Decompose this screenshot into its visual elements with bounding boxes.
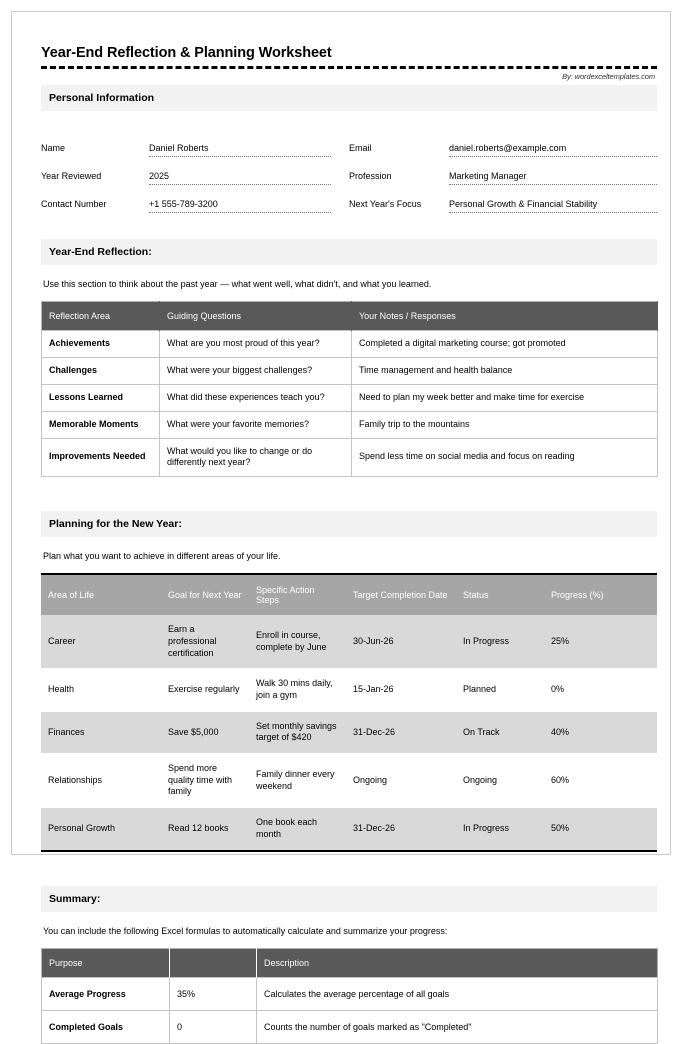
- cell-goal[interactable]: Save $5,000: [161, 711, 249, 753]
- cell-action-steps[interactable]: One book each month: [249, 808, 346, 851]
- cell-action-steps[interactable]: Walk 30 mins daily, join a gym: [249, 669, 346, 711]
- cell-description: Calculates the average percentage of all goals: [257, 977, 658, 1010]
- cell-notes[interactable]: Family trip to the mountains: [352, 411, 658, 438]
- cell-target-date[interactable]: Ongoing: [346, 754, 456, 808]
- cell-notes[interactable]: Spend less time on social media and focus on reading: [352, 438, 658, 477]
- personal-info-left-column: [41, 129, 349, 213]
- column-header-your-notes: Your Notes / Responses: [352, 302, 658, 331]
- cell-value[interactable]: 35%: [170, 977, 257, 1010]
- cell-action-steps[interactable]: Enroll in course, complete by June: [249, 615, 346, 669]
- personal-info-right-column: [349, 129, 657, 213]
- cell-notes[interactable]: Completed a digital marketing course; got promoted: [352, 331, 658, 358]
- table-row: [42, 411, 658, 438]
- cell-action-steps[interactable]: Set monthly savings target of $420: [249, 711, 346, 753]
- field-row-year-reviewed: [41, 157, 349, 185]
- cell-description: Counts the number of goals marked as "Completed": [257, 1010, 658, 1043]
- field-value-contact-number[interactable]: +1 555-789-3200: [149, 199, 331, 213]
- cell-status[interactable]: Planned: [456, 669, 544, 711]
- table-header-row: [42, 302, 658, 331]
- field-label-profession: Profession: [349, 171, 392, 181]
- table-row: [42, 331, 658, 358]
- column-header-description: Description: [257, 948, 658, 977]
- cell-area-of-life: Personal Growth: [41, 808, 161, 851]
- column-header-value: [170, 948, 257, 977]
- column-header-purpose: Purpose: [42, 948, 170, 977]
- field-label-name: Name: [41, 143, 66, 153]
- section-header-summary: Summary:: [41, 886, 657, 912]
- cell-area-of-life: Health: [41, 669, 161, 711]
- field-label-email: Email: [349, 143, 372, 153]
- table-row: [41, 711, 657, 753]
- cell-reflection-area: Memorable Moments: [42, 411, 160, 438]
- cell-status[interactable]: Ongoing: [456, 754, 544, 808]
- field-label-year-reviewed: Year Reviewed: [41, 171, 102, 181]
- field-value-email[interactable]: daniel.roberts@example.com: [449, 143, 657, 157]
- cell-action-steps[interactable]: Family dinner every weekend: [249, 754, 346, 808]
- cell-progress[interactable]: 60%: [544, 754, 657, 808]
- summary-table: [41, 948, 658, 1044]
- reflection-intro-text: Use this section to think about the past year — what went well, what didn't, and what you learned.: [43, 279, 432, 289]
- cell-target-date[interactable]: 15-Jan-26: [346, 669, 456, 711]
- field-row-contact-number: [41, 185, 349, 213]
- field-value-year-reviewed[interactable]: 2025: [149, 171, 331, 185]
- cell-progress[interactable]: 50%: [544, 808, 657, 851]
- cell-goal[interactable]: Read 12 books: [161, 808, 249, 851]
- column-header-guiding-questions: Guiding Questions: [160, 302, 352, 331]
- field-label-next-years-focus: Next Year's Focus: [349, 199, 422, 209]
- cell-purpose: Average Progress: [42, 977, 170, 1010]
- cell-guiding-question: What are you most proud of this year?: [160, 331, 352, 358]
- column-header-area-of-life: Area of Life: [41, 574, 161, 615]
- cell-reflection-area: Lessons Learned: [42, 384, 160, 411]
- cell-notes[interactable]: Time management and health balance: [352, 357, 658, 384]
- cell-area-of-life: Career: [41, 615, 161, 669]
- cell-goal[interactable]: Spend more quality time with family: [161, 754, 249, 808]
- cell-progress[interactable]: 25%: [544, 615, 657, 669]
- cell-guiding-question: What were your favorite memories?: [160, 411, 352, 438]
- cell-notes[interactable]: Need to plan my week better and make time for exercise: [352, 384, 658, 411]
- field-value-next-years-focus[interactable]: Personal Growth & Financial Stability: [449, 199, 657, 213]
- table-row: [41, 808, 657, 851]
- field-value-name[interactable]: Daniel Roberts: [149, 143, 331, 157]
- field-row-next-years-focus: [349, 185, 657, 213]
- table-row: [41, 615, 657, 669]
- section-header-year-end-reflection: Year-End Reflection:: [41, 239, 657, 265]
- cell-reflection-area: Achievements: [42, 331, 160, 358]
- column-header-reflection-area: Reflection Area: [42, 302, 160, 331]
- field-row-email: [349, 129, 657, 157]
- worksheet-page: [11, 11, 671, 1032]
- planning-intro-text: Plan what you want to achieve in different areas of your life.: [43, 551, 281, 562]
- section-header-personal-information: Personal Information: [41, 85, 657, 111]
- summary-intro-text: You can include the following Excel formulas to automatically calculate and summarize your progress:: [43, 925, 448, 936]
- table-row: [42, 977, 658, 1010]
- table-row: [41, 754, 657, 808]
- column-header-status: Status: [456, 574, 544, 615]
- page-content: [41, 45, 657, 1044]
- cell-guiding-question: What would you like to change or do differently next year?: [160, 438, 352, 477]
- cell-target-date[interactable]: 31-Dec-26: [346, 711, 456, 753]
- cell-target-date[interactable]: 31-Dec-26: [346, 808, 456, 851]
- cell-value[interactable]: 0: [170, 1010, 257, 1043]
- column-header-action-steps: Specific Action Steps: [249, 574, 346, 615]
- table-header-row: [41, 574, 657, 615]
- cell-reflection-area: Improvements Needed: [42, 438, 160, 477]
- column-header-goal: Goal for Next Year: [161, 574, 249, 615]
- cell-goal[interactable]: Earn a professional certification: [161, 615, 249, 669]
- table-row: [42, 1010, 658, 1043]
- field-value-profession[interactable]: Marketing Manager: [449, 171, 657, 185]
- table-header-row: [42, 948, 658, 977]
- column-header-progress: Progress (%): [544, 574, 657, 615]
- attribution-text: By: wordexceltemplates.com: [562, 72, 655, 81]
- section-header-planning: Planning for the New Year:: [41, 511, 657, 537]
- cell-area-of-life: Relationships: [41, 754, 161, 808]
- field-label-contact-number: Contact Number: [41, 199, 107, 209]
- column-header-target-date: Target Completion Date: [346, 574, 456, 615]
- cell-area-of-life: Finances: [41, 711, 161, 753]
- cell-target-date[interactable]: 30-Jun-26: [346, 615, 456, 669]
- cell-status[interactable]: In Progress: [456, 615, 544, 669]
- cell-status[interactable]: On Track: [456, 711, 544, 753]
- cell-purpose: Completed Goals: [42, 1010, 170, 1043]
- table-row: [42, 357, 658, 384]
- reflection-table: [41, 301, 658, 477]
- cell-progress[interactable]: 40%: [544, 711, 657, 753]
- page-title: Year-End Reflection & Planning Worksheet: [41, 45, 657, 69]
- cell-reflection-area: Challenges: [42, 357, 160, 384]
- field-row-profession: [349, 157, 657, 185]
- cell-guiding-question: What were your biggest challenges?: [160, 357, 352, 384]
- planning-table: [41, 573, 657, 851]
- table-row: [41, 669, 657, 711]
- cell-status[interactable]: In Progress: [456, 808, 544, 851]
- table-row: [42, 384, 658, 411]
- cell-guiding-question: What did these experiences teach you?: [160, 384, 352, 411]
- cell-goal[interactable]: Exercise regularly: [161, 669, 249, 711]
- cell-progress[interactable]: 0%: [544, 669, 657, 711]
- personal-information-fields: [41, 129, 657, 213]
- table-row: [42, 438, 658, 477]
- field-row-name: [41, 129, 349, 157]
